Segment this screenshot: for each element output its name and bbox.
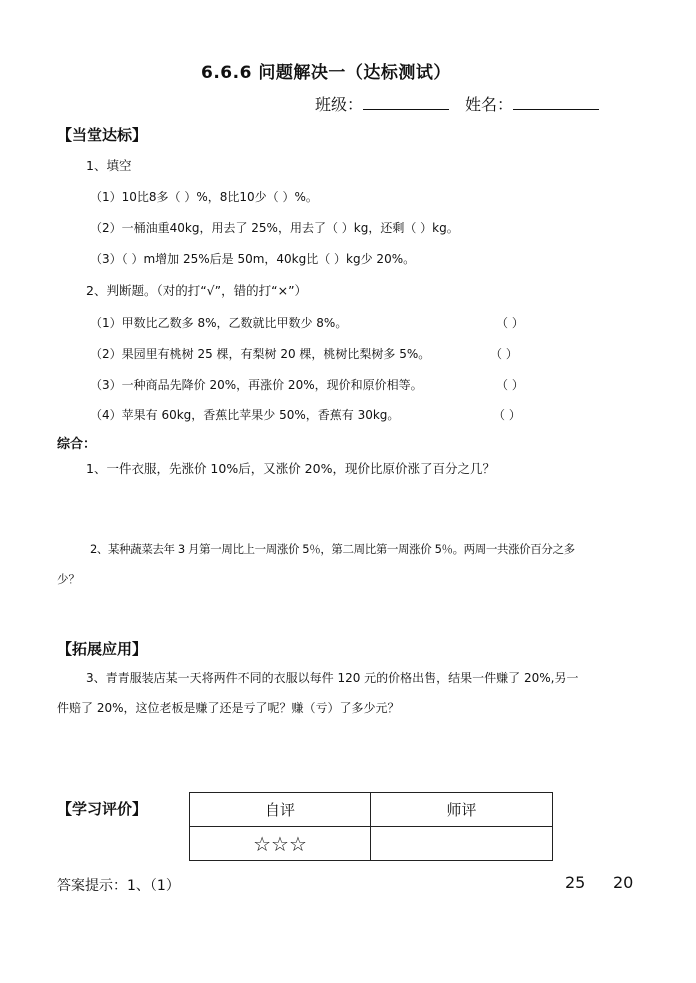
class-label: 班级： [315,95,364,114]
answer-hint-label: 答案提示：1、（1） [57,878,180,894]
section-heading-extend: 【拓展应用】 [57,640,148,658]
page-title: 6.6.6 问题解决一（达标测试） [201,63,451,83]
judge-item-4: （4）苹果有 60kg，香蕉比苹果少 50%，香蕉有 30kg。 [90,408,400,422]
name-field[interactable] [465,92,599,115]
answer-hint-value-1: 25 [565,873,586,892]
evaluation-table [189,792,553,861]
section-heading-evaluation: 【学习评价】 [57,800,148,818]
judge-item-2: （2）果园里有桃树 25 棵，有梨树 20 棵，桃树比梨树多 5%。 [90,347,431,361]
fill-question-1: （1）10比8多（ ）%，8比10少（ ）%。 [90,190,318,204]
name-blank[interactable] [513,95,599,110]
fill-question-3: （3）（ ）m增加 25%后是 50m，40kg比（ ）kg少 20%。 [90,252,416,266]
judge-answer-3[interactable]: （ ） [496,378,524,392]
class-blank[interactable] [363,95,449,110]
name-label: 姓名： [465,95,514,114]
fill-heading: 1、填空 [86,158,132,173]
judge-heading: 2、判断题。（对的打“√”，错的打“×”） [86,283,308,298]
judge-answer-4[interactable]: （ ） [493,408,521,422]
evaluation-teacher-cell[interactable] [371,827,553,861]
judge-item-1: （1）甲数比乙数多 8%，乙数就比甲数少 8%。 [90,316,348,330]
evaluation-header-teacher: 师评 [371,793,553,827]
section-heading-practice: 【当堂达标】 [57,126,148,144]
extend-question-3-line2: 件赔了 20%，这位老板是赚了还是亏了呢？赚（亏）了多少元？ [57,701,400,715]
composite-question-1: 1、一件衣服，先涨价 10%后，又涨价 20%，现价比原价涨了百分之几？ [86,461,495,476]
composite-question-2-line1: 2、某种蔬菜去年 3 月第一周比上一周涨价 5％，第二周比第一周涨价 5％。两周一共涨价百分之多 [90,542,575,556]
section-heading-composite: 综合： [57,437,97,452]
judge-answer-2[interactable]: （ ） [490,347,518,361]
evaluation-stars[interactable]: ☆☆☆ [190,827,371,861]
judge-answer-1[interactable]: （ ） [496,316,524,330]
evaluation-header-self: 自评 [190,793,371,827]
class-field[interactable] [315,92,449,115]
composite-question-2-line2: 少？ [57,572,80,586]
fill-question-2: （2）一桶油重40kg，用去了 25%，用去了（ ）kg，还剩（ ）kg。 [90,221,459,235]
answer-hint-value-2: 20 [613,873,634,892]
judge-item-3: （3）一种商品先降价 20%，再涨价 20%，现价和原价相等。 [90,378,423,392]
extend-question-3-line1: 3、青青服装店某一天将两件不同的衣服以每件 120 元的价格出售，结果一件赚了 20%,另一 [86,671,579,685]
